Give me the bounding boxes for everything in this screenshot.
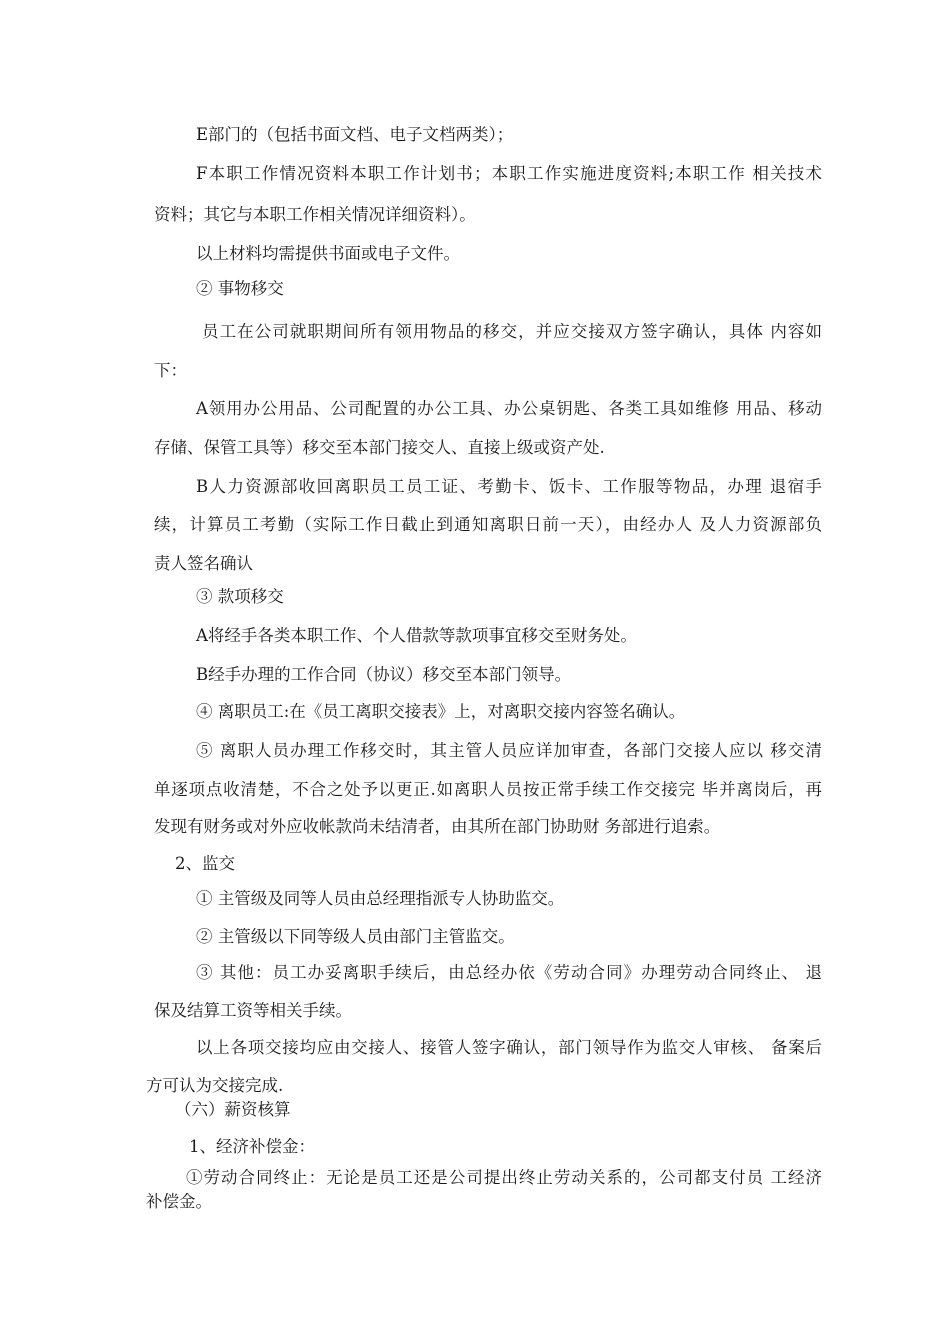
text-line: 员工在公司就职期间所有领用物品的移交，并应交接双方签字确认，具体 内容如 bbox=[202, 322, 822, 341]
text-line: ② 主管级以下同等级人员由部门主管监交。 bbox=[196, 927, 515, 946]
text-line: 补偿金。 bbox=[146, 1192, 212, 1211]
text-line: E部门的（包括书面文档、电子文档两类）； bbox=[196, 125, 514, 144]
text-line: 存储、保管工具等）移交至本部门接交人、直接上级或资产处. bbox=[154, 438, 605, 457]
text-line: A将经手各类本职工作、个人借款等款项事宜移交至财务处。 bbox=[196, 626, 637, 645]
section-heading: ③ 款项移交 bbox=[196, 587, 284, 606]
section-heading: ② 事物移交 bbox=[196, 279, 284, 298]
text-line: ① 主管级及同等人员由总经理指派专人协助监交。 bbox=[196, 889, 565, 908]
text-line: 保及结算工资等相关手续。 bbox=[154, 1001, 352, 1020]
text-line: 下： bbox=[154, 361, 187, 380]
text-line: 资料；其它与本职工作相关情况详细资料）。 bbox=[154, 205, 476, 224]
text-line: 责人签名确认 bbox=[154, 554, 253, 573]
text-line: F本职工作情况资料本职工作计划书；本职工作实施进度资料;本职工作 相关技术 bbox=[196, 164, 822, 183]
text-line: 单逐项点收清楚，不合之处予以更正.如离职人员按正常手续工作交接完 毕并离岗后，再 bbox=[154, 780, 822, 799]
text-line: B人力资源部收回离职员工员工证、考勤卡、饭卡、工作服等物品，办理 退宿手 bbox=[196, 477, 822, 496]
section-heading: 1、经济补偿金： bbox=[189, 1137, 315, 1156]
section-heading: （六）薪资核算 bbox=[175, 1100, 291, 1119]
text-line: A领用办公用品、公司配置的办公工具、办公桌钥匙、各类工具如维修 用品、移动 bbox=[196, 399, 822, 418]
text-line: 以上材料均需提供书面或电子文件。 bbox=[196, 244, 460, 263]
text-line: ⑤ 离职人员办理工作移交时，其主管人员应详加审查，各部门交接人应以 移交清 bbox=[196, 741, 822, 760]
section-heading: 2、监交 bbox=[175, 854, 235, 873]
text-line: B经手办理的工作合同（协议）移交至本部门领导。 bbox=[196, 665, 572, 684]
text-line: 方可认为交接完成. bbox=[146, 1076, 284, 1095]
text-line: ③ 其他：员工办妥离职手续后，由总经办依《劳动合同》办理劳动合同终止、 退 bbox=[196, 963, 822, 982]
text-line: 发现有财务或对外应收帐款尚未结清者，由其所在部门协助财 务部进行追索。 bbox=[154, 817, 721, 836]
text-line: 续，计算员工考勤（实际工作日截止到通知离职日前一天），由经办人 及人力资源部负 bbox=[154, 515, 822, 534]
text-line: 以上各项交接均应由交接人、接管人签字确认，部门领导作为监交人审核、 备案后 bbox=[196, 1038, 822, 1057]
text-line: ④ 离职员工:在《员工离职交接表》上，对离职交接内容签名确认。 bbox=[196, 702, 686, 721]
text-line: ①劳动合同终止：无论是员工还是公司提出终止劳动关系的，公司都支付员 工经济 bbox=[186, 1168, 822, 1187]
